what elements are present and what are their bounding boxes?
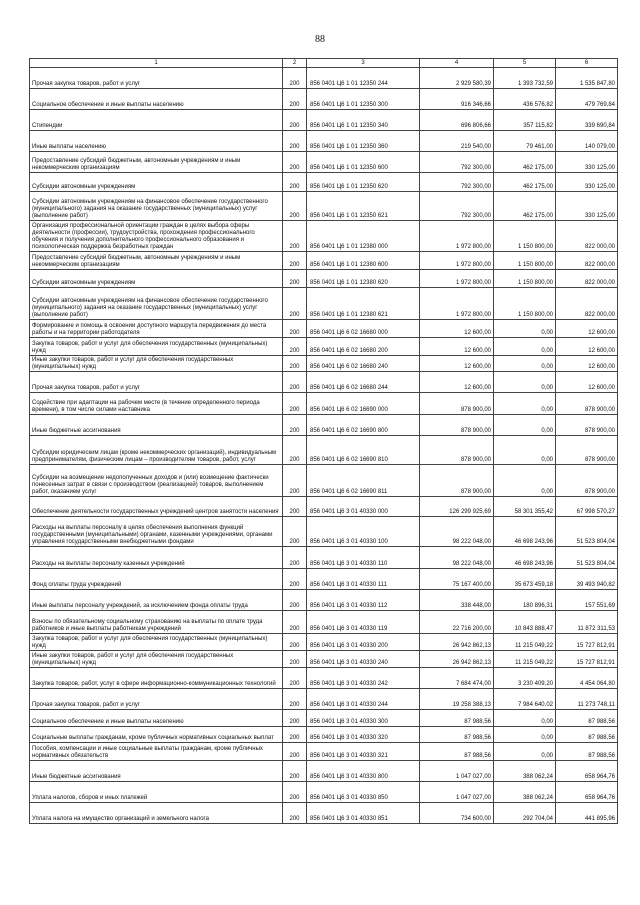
value-col6: 157 551,69 bbox=[556, 590, 618, 611]
row-description: Субсидии на возмещение недополученных доходов и (или) возмещение фактически понесенных затрат в связи с производством (реализацией) товаров, выполнением работ, оказанием услуг bbox=[30, 465, 283, 497]
value-col5: 0,00 bbox=[494, 372, 556, 393]
row-description: Субсидии юридическим лицам (кроме некоммерческих организаций), индивидуальным предпринимателям, физическим лицам – производителям товаров, работ, услуг bbox=[30, 436, 283, 465]
value-col4: 26 942 862,13 bbox=[420, 651, 494, 668]
value-col4: 1 972 800,00 bbox=[420, 221, 494, 252]
value-col4: 1 047 027,00 bbox=[420, 782, 494, 803]
value-col6: 12 600,00 bbox=[556, 338, 618, 356]
value-col4: 734 600,00 bbox=[420, 803, 494, 824]
value-col6: 330 125,00 bbox=[556, 173, 618, 192]
table-row bbox=[30, 689, 618, 710]
budget-classification-code: 856 0401 Ц6 3 01 40330 112 bbox=[307, 590, 420, 611]
value-col5: 0,00 bbox=[494, 710, 556, 727]
table-row bbox=[30, 590, 618, 611]
budget-classification-code: 856 0401 Ц6 3 01 40330 321 bbox=[307, 743, 420, 761]
table-row bbox=[30, 743, 618, 761]
budget-classification-code: 856 0401 Ц6 6 02 16690 810 bbox=[307, 436, 420, 465]
table-row bbox=[30, 710, 618, 727]
row-description: Расходы на выплаты персоналу казенных учреждений bbox=[30, 547, 283, 569]
row-code: 200 bbox=[283, 252, 307, 270]
row-code: 200 bbox=[283, 393, 307, 415]
value-col5: 0,00 bbox=[494, 415, 556, 436]
budget-classification-code: 856 0401 Ц6 3 01 40330 119 bbox=[307, 611, 420, 634]
row-description: Содействие при адаптации на рабочем месте (в течение определенного периода времени), в том числе силами наставника bbox=[30, 393, 283, 415]
row-code: 200 bbox=[283, 668, 307, 689]
row-code: 200 bbox=[283, 761, 307, 782]
row-code: 200 bbox=[283, 356, 307, 372]
value-col5: 7 984 640,02 bbox=[494, 689, 556, 710]
value-col4: 2 929 580,39 bbox=[420, 68, 494, 89]
value-col4: 12 600,00 bbox=[420, 320, 494, 338]
row-code: 200 bbox=[283, 68, 307, 89]
value-col6: 87 988,56 bbox=[556, 743, 618, 761]
column-header: 5 bbox=[494, 59, 556, 68]
value-col6: 39 493 940,82 bbox=[556, 569, 618, 590]
row-code: 200 bbox=[283, 288, 307, 320]
row-description: Уплата налога на имущество организаций и земельного налога bbox=[30, 803, 283, 824]
table-row bbox=[30, 517, 618, 547]
value-col4: 792 300,00 bbox=[420, 173, 494, 192]
row-code: 200 bbox=[283, 634, 307, 651]
budget-classification-code: 856 0401 Ц6 1 01 12350 620 bbox=[307, 173, 420, 192]
budget-classification-code: 856 0401 Ц6 3 01 40330 111 bbox=[307, 569, 420, 590]
column-header: 4 bbox=[420, 59, 494, 68]
row-code: 200 bbox=[283, 89, 307, 110]
table-header-row bbox=[30, 59, 618, 68]
row-description: Иные закупки товаров, работ и услуг для обеспечения государственных (муниципальных) нужд bbox=[30, 651, 283, 668]
row-code: 200 bbox=[283, 221, 307, 252]
value-col4: 12 600,00 bbox=[420, 356, 494, 372]
budget-classification-code: 856 0401 Ц6 1 01 12350 340 bbox=[307, 110, 420, 131]
budget-classification-code: 856 0401 Ц6 6 02 16690 000 bbox=[307, 393, 420, 415]
budget-classification-code: 856 0401 Ц6 3 01 40330 240 bbox=[307, 651, 420, 668]
value-col5: 3 230 409,20 bbox=[494, 668, 556, 689]
value-col5: 357 115,82 bbox=[494, 110, 556, 131]
value-col6: 658 964,76 bbox=[556, 782, 618, 803]
value-col4: 219 540,00 bbox=[420, 131, 494, 152]
table-row bbox=[30, 68, 618, 89]
value-col4: 126 299 925,69 bbox=[420, 497, 494, 517]
value-col6: 67 998 570,27 bbox=[556, 497, 618, 517]
row-code: 200 bbox=[283, 517, 307, 547]
row-code: 200 bbox=[283, 110, 307, 131]
value-col5: 0,00 bbox=[494, 465, 556, 497]
row-code: 200 bbox=[283, 415, 307, 436]
row-description: Формирование и помощь в освоении доступного маршрута передвижения до места работы и на территории работодателя bbox=[30, 320, 283, 338]
row-code: 200 bbox=[283, 192, 307, 221]
table-row bbox=[30, 436, 618, 465]
value-col4: 87 988,56 bbox=[420, 710, 494, 727]
value-col5: 46 698 243,96 bbox=[494, 547, 556, 569]
table-row bbox=[30, 497, 618, 517]
table-row bbox=[30, 252, 618, 270]
value-col4: 878 900,00 bbox=[420, 393, 494, 415]
row-description: Закупка товаров, работ и услуг для обеспечения государственных (муниципальных) нужд bbox=[30, 634, 283, 651]
table-row bbox=[30, 152, 618, 173]
budget-table bbox=[29, 58, 618, 824]
value-col5: 0,00 bbox=[494, 338, 556, 356]
row-description: Организация профессиональной ориентации граждан в целях выбора сферы деятельности (профессии), трудоустройства, прохождения профессионального обучения и получения дополнительного профессионального образования и психологическая поддержка безработных граждан bbox=[30, 221, 283, 252]
row-description: Пособия, компенсации и иные социальные выплаты гражданам, кроме публичных нормативных обязательств bbox=[30, 743, 283, 761]
budget-classification-code: 856 0401 Ц6 3 01 40330 244 bbox=[307, 689, 420, 710]
row-description: Уплата налогов, сборов и иных платежей bbox=[30, 782, 283, 803]
value-col4: 878 900,00 bbox=[420, 465, 494, 497]
value-col5: 1 150 800,00 bbox=[494, 252, 556, 270]
value-col6: 87 988,56 bbox=[556, 727, 618, 743]
budget-classification-code: 856 0401 Ц6 6 02 16680 200 bbox=[307, 338, 420, 356]
value-col6: 479 769,84 bbox=[556, 89, 618, 110]
value-col5: 11 215 049,22 bbox=[494, 634, 556, 651]
value-col4: 98 222 048,00 bbox=[420, 517, 494, 547]
row-code: 200 bbox=[283, 590, 307, 611]
row-code: 200 bbox=[283, 651, 307, 668]
table-row bbox=[30, 338, 618, 356]
table-row bbox=[30, 727, 618, 743]
value-col6: 1 535 847,80 bbox=[556, 68, 618, 89]
value-col4: 878 900,00 bbox=[420, 415, 494, 436]
table-row bbox=[30, 465, 618, 497]
row-code: 200 bbox=[283, 743, 307, 761]
row-code: 200 bbox=[283, 689, 307, 710]
budget-classification-code: 856 0401 Ц6 3 01 40330 242 bbox=[307, 668, 420, 689]
row-description: Прочая закупка товаров, работ и услуг bbox=[30, 689, 283, 710]
value-col4: 26 942 862,13 bbox=[420, 634, 494, 651]
page-number: 88 bbox=[315, 34, 325, 45]
row-description: Стипендии bbox=[30, 110, 283, 131]
table-row bbox=[30, 761, 618, 782]
value-col5: 58 301 355,42 bbox=[494, 497, 556, 517]
value-col4: 1 972 800,00 bbox=[420, 270, 494, 288]
row-description: Обеспечение деятельности государственных учреждений центров занятости населения bbox=[30, 497, 283, 517]
value-col5: 0,00 bbox=[494, 393, 556, 415]
table-row bbox=[30, 634, 618, 651]
value-col5: 10 843 888,47 bbox=[494, 611, 556, 634]
row-description: Субсидии автономным учреждениям bbox=[30, 173, 283, 192]
budget-classification-code: 856 0401 Ц6 1 01 12380 621 bbox=[307, 288, 420, 320]
row-code: 200 bbox=[283, 497, 307, 517]
row-description: Социальное обеспечение и иные выплаты населению bbox=[30, 89, 283, 110]
value-col5: 1 393 732,59 bbox=[494, 68, 556, 89]
row-description: Иные выплаты населению bbox=[30, 131, 283, 152]
table-row bbox=[30, 651, 618, 668]
value-col5: 1 150 800,00 bbox=[494, 270, 556, 288]
column-header: 2 bbox=[283, 59, 307, 68]
value-col5: 388 062,24 bbox=[494, 782, 556, 803]
value-col4: 696 806,66 bbox=[420, 110, 494, 131]
table-row bbox=[30, 393, 618, 415]
row-code: 200 bbox=[283, 547, 307, 569]
table-row bbox=[30, 547, 618, 569]
value-col6: 822 000,00 bbox=[556, 270, 618, 288]
budget-classification-code: 856 0401 Ц6 3 01 40330 300 bbox=[307, 710, 420, 727]
value-col4: 792 300,00 bbox=[420, 192, 494, 221]
budget-classification-code: 856 0401 Ц6 6 02 16690 811 bbox=[307, 465, 420, 497]
table-row bbox=[30, 372, 618, 393]
row-code: 200 bbox=[283, 131, 307, 152]
value-col6: 15 727 812,91 bbox=[556, 634, 618, 651]
budget-classification-code: 856 0401 Ц6 1 01 12350 300 bbox=[307, 89, 420, 110]
value-col4: 916 346,66 bbox=[420, 89, 494, 110]
table-row bbox=[30, 782, 618, 803]
value-col6: 441 895,96 bbox=[556, 803, 618, 824]
value-col5: 180 896,31 bbox=[494, 590, 556, 611]
value-col5: 462 175,00 bbox=[494, 192, 556, 221]
row-description: Закупка товаров, работ и услуг для обеспечения государственных (муниципальных) нужд bbox=[30, 338, 283, 356]
value-col6: 878 900,00 bbox=[556, 393, 618, 415]
row-code: 200 bbox=[283, 727, 307, 743]
row-description: Фонд оплаты труда учреждений bbox=[30, 569, 283, 590]
value-col5: 0,00 bbox=[494, 727, 556, 743]
value-col6: 822 000,00 bbox=[556, 221, 618, 252]
row-description: Иные бюджетные ассигнования bbox=[30, 415, 283, 436]
value-col5: 388 062,24 bbox=[494, 761, 556, 782]
value-col4: 1 972 800,00 bbox=[420, 288, 494, 320]
table-row bbox=[30, 569, 618, 590]
value-col5: 0,00 bbox=[494, 356, 556, 372]
value-col4: 87 988,56 bbox=[420, 727, 494, 743]
budget-classification-code: 856 0401 Ц6 3 01 40330 800 bbox=[307, 761, 420, 782]
value-col6: 51 523 804,04 bbox=[556, 547, 618, 569]
row-description: Закупка товаров, работ, услуг в сфере информационно-коммуникационных технологий bbox=[30, 668, 283, 689]
table-row bbox=[30, 192, 618, 221]
value-col5: 436 576,82 bbox=[494, 89, 556, 110]
value-col6: 4 454 064,80 bbox=[556, 668, 618, 689]
value-col6: 339 690,84 bbox=[556, 110, 618, 131]
value-col4: 12 600,00 bbox=[420, 372, 494, 393]
value-col6: 878 900,00 bbox=[556, 415, 618, 436]
budget-classification-code: 856 0401 Ц6 6 02 16680 244 bbox=[307, 372, 420, 393]
value-col4: 12 600,00 bbox=[420, 338, 494, 356]
value-col4: 22 716 200,00 bbox=[420, 611, 494, 634]
row-code: 200 bbox=[283, 436, 307, 465]
value-col4: 792 300,00 bbox=[420, 152, 494, 173]
table-row bbox=[30, 270, 618, 288]
row-description: Субсидии автономным учреждениям bbox=[30, 270, 283, 288]
row-description: Прочая закупка товаров, работ и услуг bbox=[30, 372, 283, 393]
row-description: Взносы по обязательному социальному страхованию на выплаты по оплате труда работников и иные выплаты работникам учреждений bbox=[30, 611, 283, 634]
value-col5: 0,00 bbox=[494, 436, 556, 465]
value-col5: 292 704,04 bbox=[494, 803, 556, 824]
budget-classification-code: 856 0401 Ц6 6 02 16680 240 bbox=[307, 356, 420, 372]
value-col6: 15 727 812,91 bbox=[556, 651, 618, 668]
table-row bbox=[30, 611, 618, 634]
value-col4: 75 167 400,00 bbox=[420, 569, 494, 590]
value-col6: 140 079,00 bbox=[556, 131, 618, 152]
budget-classification-code: 856 0401 Ц6 1 01 12380 000 bbox=[307, 221, 420, 252]
row-description: Расходы на выплаты персоналу в целях обеспечения выполнения функций государственными (муниципальными) органами, казенными учреждениями, органами управления государственными внебюджетными фондами bbox=[30, 517, 283, 547]
row-code: 200 bbox=[283, 338, 307, 356]
table-row bbox=[30, 803, 618, 824]
budget-classification-code: 856 0401 Ц6 3 01 40330 851 bbox=[307, 803, 420, 824]
value-col5: 462 175,00 bbox=[494, 152, 556, 173]
value-col5: 46 698 243,96 bbox=[494, 517, 556, 547]
budget-classification-code: 856 0401 Ц6 1 01 12350 600 bbox=[307, 152, 420, 173]
value-col6: 878 900,00 bbox=[556, 465, 618, 497]
budget-classification-code: 856 0401 Ц6 3 01 40330 320 bbox=[307, 727, 420, 743]
value-col4: 7 684 474,00 bbox=[420, 668, 494, 689]
value-col6: 11 273 748,11 bbox=[556, 689, 618, 710]
table-row bbox=[30, 320, 618, 338]
row-description: Социальные выплаты гражданам, кроме публичных нормативных социальных выплат bbox=[30, 727, 283, 743]
row-description: Иные бюджетные ассигнования bbox=[30, 761, 283, 782]
value-col6: 12 600,00 bbox=[556, 372, 618, 393]
value-col4: 338 448,00 bbox=[420, 590, 494, 611]
table-row bbox=[30, 110, 618, 131]
row-description: Предоставление субсидий бюджетным, автономным учреждениям и иным некоммерческим организациям bbox=[30, 152, 283, 173]
value-col5: 462 175,00 bbox=[494, 173, 556, 192]
table-row bbox=[30, 221, 618, 252]
value-col5: 1 150 800,00 bbox=[494, 288, 556, 320]
value-col6: 878 900,00 bbox=[556, 436, 618, 465]
value-col5: 1 150 800,00 bbox=[494, 221, 556, 252]
value-col6: 11 872 311,53 bbox=[556, 611, 618, 634]
row-description: Иные выплаты персоналу учреждений, за исключением фонда оплаты труда bbox=[30, 590, 283, 611]
budget-classification-code: 856 0401 Ц6 3 01 40330 000 bbox=[307, 497, 420, 517]
value-col5: 79 461,00 bbox=[494, 131, 556, 152]
row-code: 200 bbox=[283, 270, 307, 288]
column-header: 3 bbox=[307, 59, 420, 68]
budget-classification-code: 856 0401 Ц6 1 01 12380 620 bbox=[307, 270, 420, 288]
value-col6: 330 125,00 bbox=[556, 192, 618, 221]
value-col4: 19 258 388,13 bbox=[420, 689, 494, 710]
row-code: 200 bbox=[283, 710, 307, 727]
row-code: 200 bbox=[283, 173, 307, 192]
budget-classification-code: 856 0401 Ц6 1 01 12350 244 bbox=[307, 68, 420, 89]
value-col6: 822 000,00 bbox=[556, 252, 618, 270]
value-col6: 87 988,56 bbox=[556, 710, 618, 727]
row-description: Субсидии автономным учреждениям на финансовое обеспечение государственного (муниципального) задания на оказание государственных (муниципальных) услуг (выполнение работ) bbox=[30, 192, 283, 221]
budget-classification-code: 856 0401 Ц6 6 02 16690 800 bbox=[307, 415, 420, 436]
row-code: 200 bbox=[283, 372, 307, 393]
column-header: 6 bbox=[556, 59, 618, 68]
value-col6: 658 964,76 bbox=[556, 761, 618, 782]
budget-classification-code: 856 0401 Ц6 1 01 12380 600 bbox=[307, 252, 420, 270]
budget-classification-code: 856 0401 Ц6 3 01 40330 200 bbox=[307, 634, 420, 651]
value-col5: 0,00 bbox=[494, 320, 556, 338]
table-row bbox=[30, 288, 618, 320]
value-col6: 822 000,00 bbox=[556, 288, 618, 320]
row-code: 200 bbox=[283, 782, 307, 803]
row-description: Предоставление субсидий бюджетным, автономным учреждениям и иным некоммерческим организациям bbox=[30, 252, 283, 270]
table-row bbox=[30, 415, 618, 436]
row-code: 200 bbox=[283, 465, 307, 497]
budget-classification-code: 856 0401 Ц6 3 01 40330 110 bbox=[307, 547, 420, 569]
row-description: Социальное обеспечение и иные выплаты населению bbox=[30, 710, 283, 727]
value-col5: 0,00 bbox=[494, 743, 556, 761]
budget-classification-code: 856 0401 Ц6 1 01 12350 360 bbox=[307, 131, 420, 152]
row-description: Прочая закупка товаров, работ и услуг bbox=[30, 68, 283, 89]
budget-classification-code: 856 0401 Ц6 1 01 12350 621 bbox=[307, 192, 420, 221]
table-row bbox=[30, 173, 618, 192]
budget-classification-code: 856 0401 Ц6 6 02 16680 000 bbox=[307, 320, 420, 338]
value-col4: 1 972 800,00 bbox=[420, 252, 494, 270]
value-col4: 98 222 048,00 bbox=[420, 547, 494, 569]
row-code: 200 bbox=[283, 569, 307, 590]
row-code: 200 bbox=[283, 320, 307, 338]
value-col4: 1 047 027,00 bbox=[420, 761, 494, 782]
value-col6: 51 523 804,04 bbox=[556, 517, 618, 547]
value-col4: 878 900,00 bbox=[420, 436, 494, 465]
table-row bbox=[30, 668, 618, 689]
value-col4: 87 988,56 bbox=[420, 743, 494, 761]
value-col5: 11 215 049,22 bbox=[494, 651, 556, 668]
budget-classification-code: 856 0401 Ц6 3 01 40330 850 bbox=[307, 782, 420, 803]
row-code: 200 bbox=[283, 803, 307, 824]
row-code: 200 bbox=[283, 611, 307, 634]
budget-classification-code: 856 0401 Ц6 3 01 40330 100 bbox=[307, 517, 420, 547]
row-description: Субсидии автономным учреждениям на финансовое обеспечение государственного (муниципального) задания на оказание государственных (муниципальных) услуг (выполнение работ) bbox=[30, 288, 283, 320]
value-col6: 12 600,00 bbox=[556, 356, 618, 372]
row-description: Иные закупки товаров, работ и услуг для обеспечения государственных (муниципальных) нужд bbox=[30, 356, 283, 372]
value-col6: 12 600,00 bbox=[556, 320, 618, 338]
value-col6: 330 125,00 bbox=[556, 152, 618, 173]
row-code: 200 bbox=[283, 152, 307, 173]
table-row bbox=[30, 131, 618, 152]
value-col5: 35 673 459,18 bbox=[494, 569, 556, 590]
table-row bbox=[30, 356, 618, 372]
column-header: 1 bbox=[30, 59, 283, 68]
table-row bbox=[30, 89, 618, 110]
